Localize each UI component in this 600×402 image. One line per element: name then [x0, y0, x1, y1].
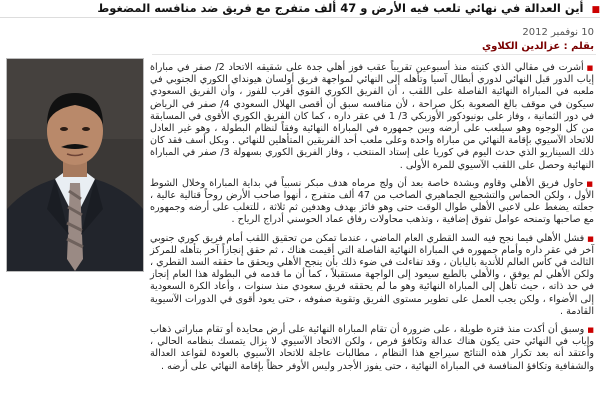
article-title: أين العدالة في نهائي تلعب فيه الأرض و 47 ألف متفرج مع فريق ضد منافسه المضغوط	[97, 1, 584, 15]
paragraph-bullet-icon: ■	[587, 234, 594, 243]
article-paragraph	[150, 62, 594, 172]
article-body	[150, 62, 594, 402]
paragraph-text: أشرت في مقالي الذي كتبته منذ أسبوعين تقريباً عقب فوز أهلي جدة على شقيقه الاتحاد 2/ صفر في مباراة إياب الدور قبل النهائي لدوري أبطال آسيا وتأهله إلى النهائي لمواجهة فريق أولسان هيونداي الكوري الجنوبي في ملعبه في المباراة النهائية الفاصلة على اللقب ، أن الفريق الكوري القوي أقرب للفوز ، وأن الفريق السعودي سيكون في موقف بالغ الصعوبة بكل صراحة ، لأن منافسه سبق أن أقصى الهلال السعودي 4/ صفر في الرياض في دور الثمانية ، وفاز على بونيودكور الأوزبكي 3/ 1 في عقر داره ، كما كان الفريق الكوري الأقوى في المسابقة من كل الوجوه وهو سيلعب على أرضه وبين جمهوره في المباراة النهائية وفقاً لنظام البطولة ، وهو غير العادل للاتحاد الآسيوي بإقامة النهائي من مباراة واحدة وعلى ملعب أحد الفريقين المتأهلين للنهائي . وبكل أسف فقد كان ذلك السيناريو الذي حدث اليوم في كوريا على إستاد المنتخب ، وفاز الفريق الكوري بسهولة 3/ صفر في المباراة النهائية وحصل على اللقب الآسيوي للمرة الأولى .	[150, 62, 594, 171]
meta-divider	[152, 54, 596, 55]
paragraph-bullet-icon: ■	[587, 326, 594, 335]
paragraph-text: فشل الأهلي فيما نجح فيه السد القطري العام الماضي ، عندما تمكن من تحقيق اللقب أمام فريق كوري جنوبي آخر في عقر داره وأمام جمهوره في المباراة النهائية الفاصلة التي أقيمت هناك ، ثم حقق إنجازاً آخر بتأهله للمركز الثالث في كأس العالم للأندية باليابان ، وقد تفاءلت في ضوء ذلك بأن ينجح الأهلي ويحقق ما حققه السد القطري ، ولكن الأهلي لم يوفق ، والأهلي بالطبع سيعود إلى الواجهة مستقبلاً ، كما أن ما قدمه في البطولة هذا العام إنجاز في حد ذاته ، حيث تأهل إلى المباراة النهائية وهو ما لم يحققه فريق سعودي منذ سنوات ، وأعاد الكرة السعودية إلى الأضواء ، ولكن يجب العمل على تطوير مستوى الفريق وتقوية صفوفه ، حتى يعود أقوى في الدورات الآسيوية القادمة .	[150, 232, 594, 317]
article-paragraph	[150, 178, 594, 227]
article-paragraph	[150, 324, 594, 373]
title-bullet-icon: ■	[591, 5, 600, 15]
paragraph-text: حاول فريق الأهلي وقاوم وبشدة خاصة بعد أن ولج مرماه هدف مبكر نسبياً في بداية المباراة وخلال الشوط الأول ، ولكن الحماس والتشجيع الجماهيري الصاخب من 47 ألف متفرج ، أنهوا صاحب الأرض روحاً قتالية عالية ، جعلته يضغط على لاعبي الأهلي طوال الوقت حتى وهو فائز بهدف وهدفين ثم ثلاثة ، للتغلب على أرضه وجمهوره مع صاحبها وتمنحه عوامل تفوق إضافية ، وتذهب محاولات رفاق عماد الحوسني أدراج الرياح .	[150, 177, 594, 226]
article-paragraph	[150, 233, 594, 318]
article-title-bar	[0, 0, 600, 18]
author-portrait-photo	[6, 58, 144, 272]
article-meta	[482, 26, 594, 54]
article-author: بقلم : عزالدين الكلاوي	[481, 41, 594, 52]
paragraph-text: وسبق أن أكدت منذ فترة طويلة ، على ضرورة أن تقام المباراة النهائية على أرض محايدة أو تقام مباراتي ذهاب وإياب في النهائي حتى يكون هناك عدالة وتكافؤ فرص ، ولكن الاتحاد الآسيوي لا يزال يتمسك بنظامه الحالي ، وأعتقد أنه بعد تكرار هذه النتائج سيراجع هذا النظام ، مطالبات عاجلة للاتحاد الآسيوي بالعودة لقواعد العدالة والشفافية وتكافؤ المنافسة في المباراة النهائية ، حتى يفوز الأجدر وليس الأوفر حظاً بإقامة النهائي على أرضه .	[150, 324, 594, 372]
paragraph-bullet-icon: ■	[586, 64, 594, 72]
portrait-photo-icon	[7, 59, 143, 271]
article-date: 10 نوفمبر 2012	[522, 27, 594, 38]
paragraph-bullet-icon: ■	[586, 179, 594, 188]
